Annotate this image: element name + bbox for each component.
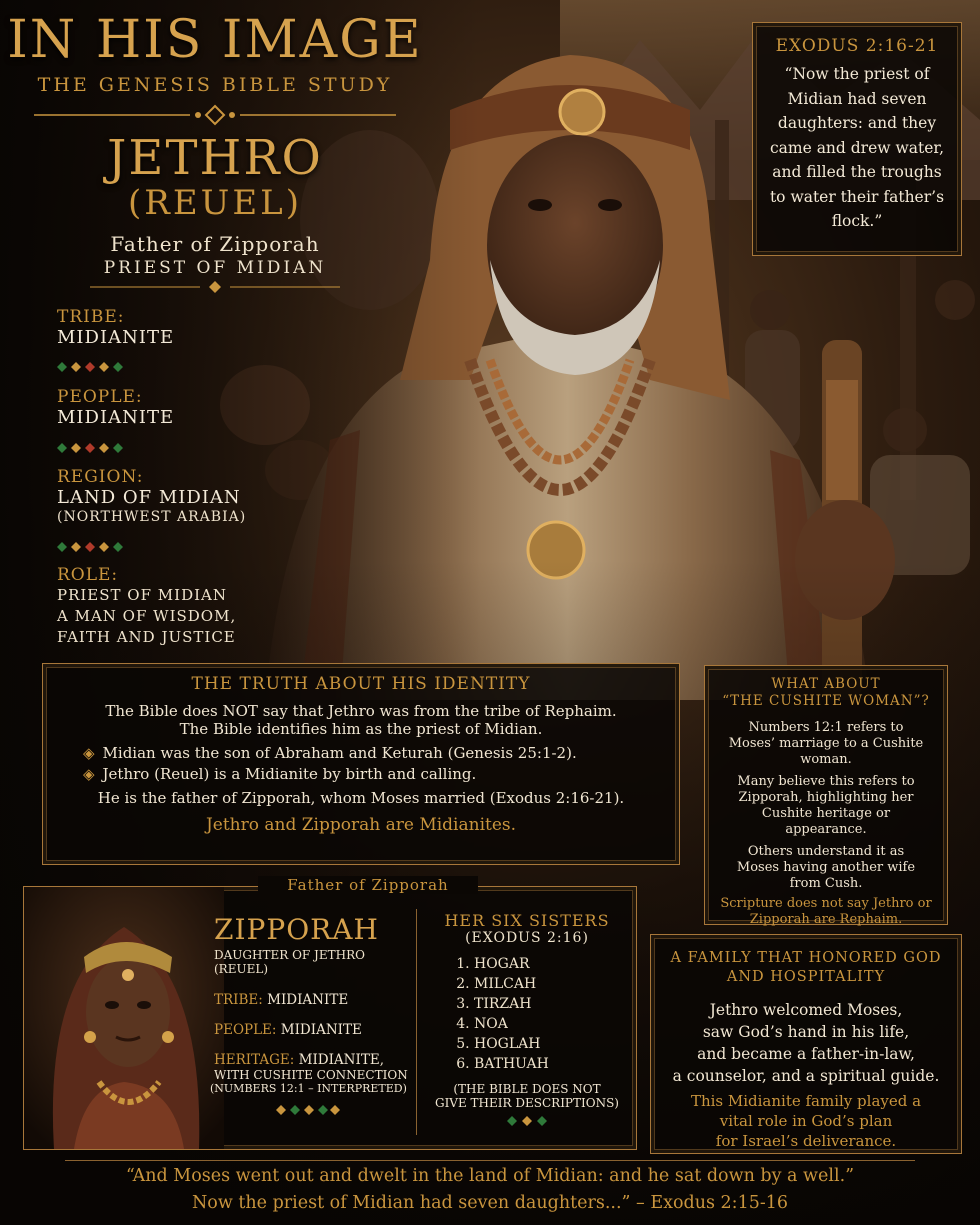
truth-identity-panel [42, 663, 680, 865]
zipporah-heritage-label: HERITAGE: [214, 1052, 295, 1068]
zipporah-people-value: MIDIANITE [280, 1022, 362, 1038]
zipporah-people-row [214, 1022, 414, 1038]
attr-people [57, 387, 277, 429]
character-role-father: Father of Zipporah [110, 232, 320, 256]
footer-quote-line-2: Now the priest of Midian had seven daughters...” – Exodus 2:15-16 [191, 1193, 789, 1213]
family-highlight-line: for Israel’s deliverance. [715, 1132, 897, 1150]
title-divider [30, 104, 400, 126]
region-subvalue: (NORTHWEST ARABIA) [57, 509, 247, 525]
zipporah-heritage-line-2: WITH CUSHITE CONNECTION [214, 1068, 408, 1082]
family-body-line: a counselor, and a spiritual guide. [672, 1067, 940, 1085]
role-label: ROLE: [57, 565, 119, 585]
people-value: MIDIANITE [57, 407, 175, 428]
role-line: FAITH AND JUSTICE [57, 628, 236, 646]
ornament-divider [57, 362, 131, 372]
cushite-paragraph-1: Numbers 12:1 refers to Moses’ marriage to a Cushite woman. [728, 720, 924, 767]
tribe-label: TRIBE: [57, 307, 125, 327]
truth-conclusion: Jethro and Zipporah are Midianites. [205, 815, 517, 835]
truth-bullet-list [83, 744, 679, 783]
sisters-column [424, 911, 630, 1130]
character-name: JETHRO [107, 130, 323, 186]
zipporah-section-heading: Father of Zipporah [258, 876, 478, 894]
zipporah-tribe-value: MIDIANITE [267, 992, 349, 1008]
zipporah-tribe-label: TRIBE: [214, 992, 263, 1008]
character-alias: (REUEL) [128, 183, 302, 223]
subtitle: THE GENESIS BIBLE STUDY [37, 74, 393, 96]
truth-line-2: The Bible identifies him as the priest of Midian. [179, 720, 543, 738]
diamond-bullet-icon: ◈ [83, 744, 95, 762]
region-label: REGION: [57, 467, 144, 487]
zipporah-panel [23, 886, 637, 1150]
family-panel-title [651, 949, 961, 987]
family-highlight [651, 1091, 961, 1151]
column-divider [416, 909, 417, 1135]
ornament-divider [507, 1116, 547, 1126]
cushite-paragraph-3: Others understand it as Moses having another wife from Cush. [736, 844, 916, 891]
exodus-quote-panel [752, 22, 962, 256]
truth-bullet-text: Jethro (Reuel) is a Midianite by birth and calling. [102, 765, 477, 783]
family-title-line-1: A FAMILY THAT HONORED GOD [670, 950, 942, 966]
zipporah-subtitle: DAUGHTER OF JETHRO (REUEL) [214, 948, 365, 976]
tribe-value: MIDIANITE [57, 327, 175, 348]
attr-role [57, 565, 277, 648]
ornament-divider [276, 1105, 340, 1115]
family-body [651, 999, 961, 1087]
role-line: PRIEST OF MIDIAN [57, 586, 227, 604]
family-highlight-line: This Midianite family played a [690, 1092, 922, 1110]
list-item: 1. HOGAR [474, 954, 630, 974]
list-item: 2. MILCAH [474, 974, 630, 994]
sisters-note-line-2: GIVE THEIR DESCRIPTIONS) [434, 1096, 619, 1110]
zipporah-heritage-line-3: (NUMBERS 12:1 – INTERPRETED) [210, 1082, 407, 1095]
zipporah-people-label: PEOPLE: [214, 1022, 277, 1038]
footer-quote-line-1: “And Moses went out and dwelt in the land of Midian: and he sat down by a well.” [125, 1166, 855, 1186]
truth-line-3: He is the father of Zipporah, whom Moses married (Exodus 2:16-21). [97, 789, 625, 807]
list-item [83, 744, 679, 762]
exodus-quote-text: “Now the priest of Midian had seven daughters: and they came and drew water, and filled the troughs to water their father’s flock.” [769, 65, 945, 230]
truth-panel-title: THE TRUTH ABOUT HIS IDENTITY [191, 674, 531, 694]
list-item: 3. TIRZAH [474, 994, 630, 1014]
family-body-line: Jethro welcomed Moses, [709, 1001, 903, 1019]
cushite-title-line-1: WHAT ABOUT [771, 676, 881, 692]
zipporah-tribe-row [214, 992, 414, 1008]
truth-line-1: The Bible does NOT say that Jethro was from the tribe of Rephaim. [105, 702, 617, 720]
footer-rule [65, 1160, 915, 1161]
region-value: LAND OF MIDIAN [57, 487, 241, 508]
cushite-paragraph-4: Scripture does not say Jethro or Zipporah are Rephaim. [720, 896, 932, 927]
cushite-panel-title [705, 676, 947, 710]
people-label: PEOPLE: [57, 387, 143, 407]
character-name-block [30, 132, 400, 278]
list-item [83, 765, 679, 783]
truth-bullet-text: Midian was the son of Abraham and Keturah (Genesis 25:1-2). [102, 744, 577, 762]
cushite-woman-panel [704, 665, 948, 925]
list-item: 6. BATHUAH [474, 1054, 630, 1074]
cushite-title-line-2: “THE CUSHITE WOMAN”? [722, 693, 930, 709]
diamond-bullet-icon: ◈ [83, 765, 95, 783]
family-hospitality-panel [650, 934, 962, 1154]
main-title: IN HIS IMAGE [7, 10, 423, 70]
cushite-paragraph-2: Many believe this refers to Zipporah, highlighting her Cushite heritage or appearance. [737, 774, 915, 837]
family-highlight-line: vital role in God’s plan [719, 1112, 893, 1130]
zipporah-heritage-value: MIDIANITE, [298, 1052, 384, 1068]
attr-region [57, 467, 277, 525]
ornament-divider [57, 443, 131, 453]
family-body-line: saw God’s hand in his life, [702, 1023, 910, 1041]
sisters-reference: (EXODUS 2:16) [465, 930, 589, 946]
list-item: 4. NOA [474, 1014, 630, 1034]
sisters-note-line-1: (THE BIBLE DOES NOT [453, 1082, 601, 1096]
name-divider [90, 280, 340, 294]
family-title-line-2: AND HOSPITALITY [726, 969, 886, 985]
sisters-list [454, 954, 630, 1074]
character-role-priest: PRIEST OF MIDIAN [103, 258, 327, 278]
zipporah-portrait [24, 887, 224, 1149]
role-line: A MAN OF WISDOM, [57, 607, 237, 625]
zipporah-heritage-row [214, 1052, 414, 1068]
attr-tribe [57, 307, 277, 349]
list-item: 5. HOGLAH [474, 1034, 630, 1054]
zipporah-name: ZIPPORAH [214, 913, 379, 946]
zipporah-info [210, 913, 414, 1119]
family-body-line: and became a father-in-law, [697, 1045, 915, 1063]
ornament-divider [57, 542, 131, 552]
footer-quote [40, 1163, 940, 1217]
sisters-title: HER SIX SISTERS [444, 911, 610, 930]
exodus-panel-title: EXODUS 2:16-21 [775, 36, 939, 56]
